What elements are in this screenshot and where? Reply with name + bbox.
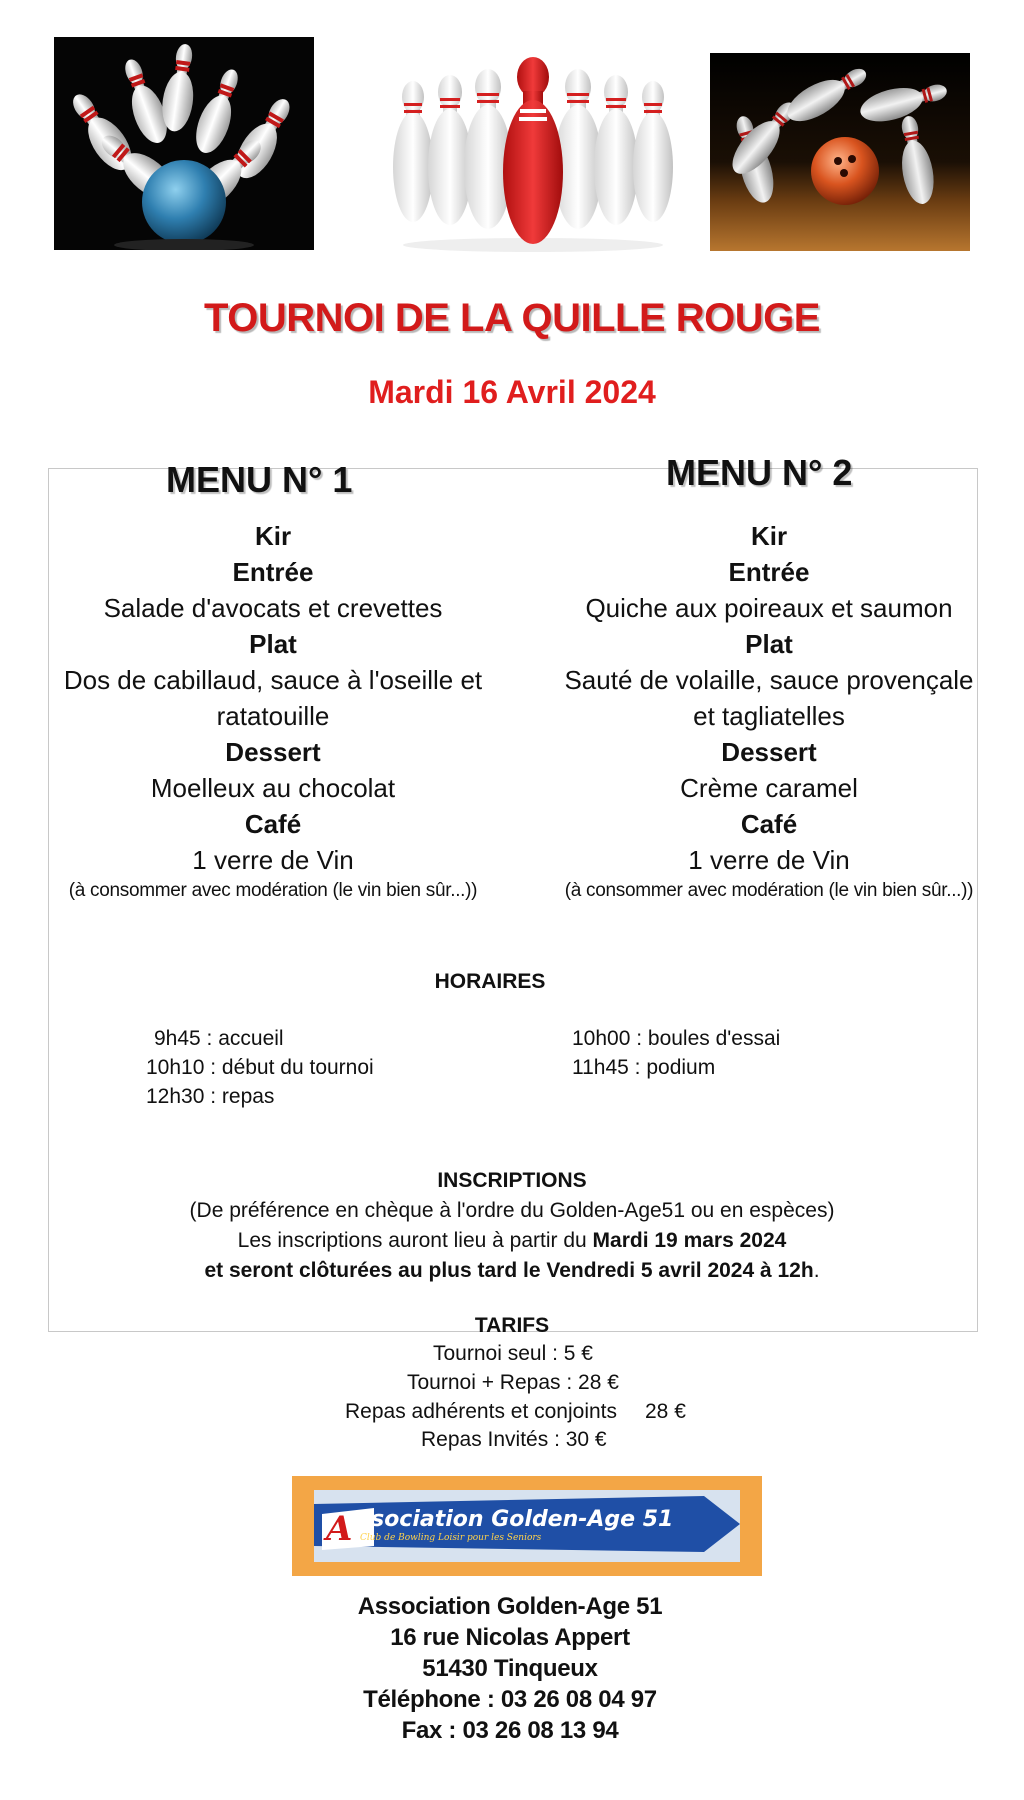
tarif-tournoi-repas: Tournoi + Repas : 28 € (407, 1371, 619, 1394)
menu-2-note: (à consommer avec modération (le vin bien sûr...)) (564, 880, 974, 901)
tarifs-title: TARIFS (474, 1314, 550, 1337)
menu-1-cafe-label: Café (244, 809, 302, 839)
address-name: Association Golden-Age 51 (357, 1593, 663, 1620)
inscriptions-closing (0, 1256, 1024, 1286)
bowling-orange-ball-image (710, 53, 970, 251)
logo-graphic (314, 1490, 740, 1562)
horaire-podium: 11h45 : podium (572, 1056, 716, 1079)
tarif-invites: Repas Invités : 30 € (421, 1428, 607, 1451)
horaire-boules-essai: 10h00 : boules d'essai (572, 1027, 781, 1050)
menu-1 (38, 518, 508, 904)
inscriptions (0, 1166, 1024, 1286)
address-city: 51430 Tinqueux (422, 1655, 598, 1682)
menu-2-entree: Quiche aux poireaux et saumon (585, 593, 953, 623)
menu-2-kir: Kir (750, 521, 788, 551)
svg-text:A: A (326, 1509, 353, 1549)
horaires-right (572, 1024, 780, 1082)
menu-1-plat-label: Plat (249, 629, 297, 659)
horaires-left (146, 1024, 374, 1111)
inscriptions-title: INSCRIPTIONS (437, 1169, 587, 1192)
menu-1-dessert-label: Dessert (225, 737, 321, 767)
address-phone: Téléphone : 03 26 08 04 97 (363, 1686, 657, 1713)
svg-text:Club de Bowling Loisir pour le: Club de Bowling Loisir pour les Seniors (360, 1533, 542, 1543)
menu-2-entree-label: Entrée (728, 557, 810, 587)
inscriptions-opening (0, 1226, 1024, 1256)
horaire-accueil: 9h45 : accueil (154, 1027, 284, 1050)
menu-1-plat-line2: ratatouille (216, 701, 330, 731)
page-title: TOURNOI DE LA QUILLE ROUGE (204, 296, 820, 340)
inscriptions-closing-text: et seront clôturées au plus tard le Vendredi 5 avril 2024 à 12h (204, 1259, 814, 1282)
tarif-adherents-label: Repas adhérents et conjoints (345, 1400, 618, 1423)
menu-2-plat-line1: Sauté de volaille, sauce provençale (564, 665, 974, 695)
menu-1-plat-line1: Dos de cabillaud, sauce à l'oseille et (63, 665, 483, 695)
association-logo (292, 1476, 762, 1576)
tarif-tournoi-seul: Tournoi seul : 5 € (433, 1342, 593, 1365)
bowling-strike-image (54, 37, 314, 250)
menu-2-dessert: Crème caramel (680, 773, 858, 803)
address-block (0, 1591, 1024, 1746)
bowling-red-pin-image (388, 57, 678, 252)
inscriptions-payment: (De préférence en chèque à l'ordre du Golden-Age51 ou en espèces) (189, 1199, 835, 1222)
address-fax: Fax : 03 26 08 13 94 (401, 1717, 619, 1744)
menu-2-plat-label: Plat (745, 629, 793, 659)
svg-text:ssociation Golden-Age 51: ssociation Golden-Age 51 (358, 1507, 674, 1532)
horaire-debut-tournoi: 10h10 : début du tournoi (146, 1056, 374, 1079)
inscriptions-opening-text: Les inscriptions auront lieu à partir du (237, 1229, 593, 1252)
menu-2-vin: 1 verre de Vin (688, 845, 850, 875)
menu-1-kir: Kir (254, 521, 292, 551)
menu-2-plat-line2: et tagliatelles (693, 701, 845, 731)
menu-2 (534, 518, 1004, 904)
menu-1-vin: 1 verre de Vin (192, 845, 354, 875)
logo-inner (314, 1490, 740, 1562)
menu-2-cafe-label: Café (740, 809, 798, 839)
inscriptions-closing-end: . (813, 1259, 820, 1282)
inscriptions-opening-date: Mardi 19 mars 2024 (592, 1229, 787, 1252)
menu-1-entree: Salade d'avocats et crevettes (103, 593, 443, 623)
menu-1-dessert: Moelleux au chocolat (150, 773, 396, 803)
menu-1-note: (à consommer avec modération (le vin bien sûr...)) (68, 880, 478, 901)
menu-2-dessert-label: Dessert (721, 737, 817, 767)
menu-1-title: MENU N° 1 (166, 459, 353, 500)
menu-1-entree-label: Entrée (232, 557, 314, 587)
horaire-repas: 12h30 : repas (146, 1085, 275, 1108)
horaires-title: HORAIRES (434, 970, 546, 993)
tarif-adherents-price: 28 € (645, 1400, 686, 1423)
event-date: Mardi 16 Avril 2024 (368, 374, 656, 410)
address-street: 16 rue Nicolas Appert (390, 1624, 630, 1651)
menu-2-title: MENU N° 2 (666, 452, 853, 493)
